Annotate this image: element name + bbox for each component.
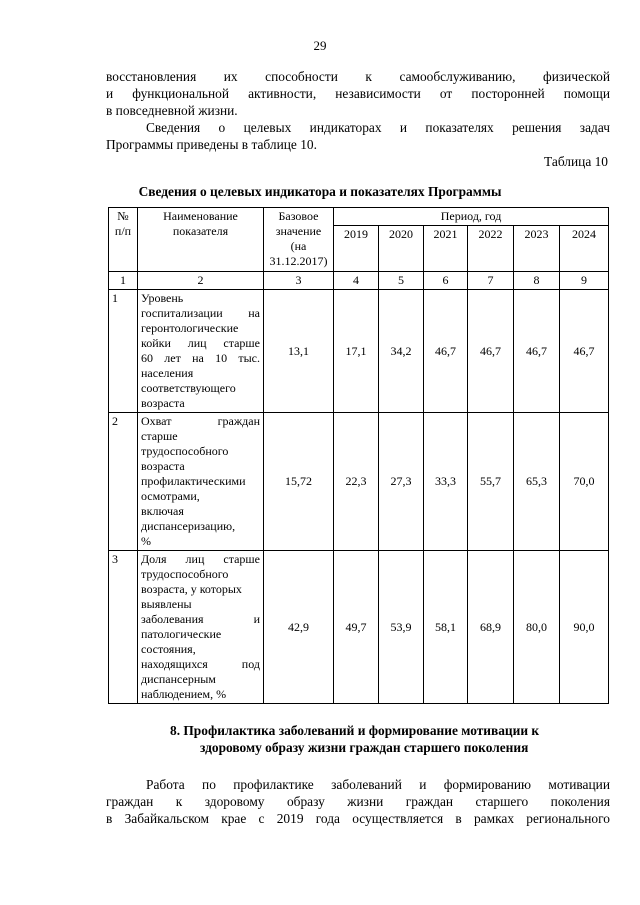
name-line: госпитализации на xyxy=(141,306,260,320)
name-line: Доля лиц старше xyxy=(141,552,260,566)
name-line: выявлены xyxy=(141,597,192,611)
header-period: Период, год xyxy=(334,208,609,226)
col-number: 4 xyxy=(334,272,379,290)
row-value: 53,9 xyxy=(379,551,424,704)
text-line: Работа по профилактике заболеваний и формированию мотивации xyxy=(146,777,610,792)
row-base: 42,9 xyxy=(264,551,334,704)
table-reference: Таблица 10 xyxy=(544,154,608,169)
row-value: 90,0 xyxy=(560,551,609,704)
row-value: 17,1 xyxy=(334,290,379,413)
header-base: Базовое значение (на 31.12.2017) xyxy=(264,208,334,272)
text-line: восстановления их способности к самообслуживанию, физической xyxy=(106,69,610,84)
text-line: граждан к здоровому образу жизни граждан старшего поколения xyxy=(106,794,610,809)
name-line: 60 лет на 10 тыс. xyxy=(141,351,260,365)
col-number: 3 xyxy=(264,272,334,290)
row-value: 65,3 xyxy=(514,413,560,551)
section-heading-line: здоровому образу жизни граждан старшего поколения xyxy=(200,740,529,755)
row-value: 22,3 xyxy=(334,413,379,551)
row-value: 46,7 xyxy=(424,290,468,413)
row-value: 27,3 xyxy=(379,413,424,551)
row-value: 34,2 xyxy=(379,290,424,413)
name-line: трудоспособного xyxy=(141,444,229,458)
col-number: 2 xyxy=(138,272,264,290)
row-base: 13,1 xyxy=(264,290,334,413)
text-line: Сведения о целевых индикаторах и показателях решения задач xyxy=(146,120,610,135)
year-cell: 2023 xyxy=(514,226,560,272)
row-num: 1 xyxy=(109,290,138,413)
row-value: 46,7 xyxy=(560,290,609,413)
year-cell: 2021 xyxy=(424,226,468,272)
table-row xyxy=(109,551,609,704)
name-line: Уровень xyxy=(141,291,184,305)
outro-paragraph xyxy=(106,776,610,827)
name-line: возраста xyxy=(141,459,185,473)
header-name: Наименование показателя xyxy=(138,208,264,272)
section-heading-line: 8. Профилактика заболеваний и формирование мотивации к xyxy=(170,723,540,738)
col-number: 7 xyxy=(468,272,514,290)
row-num: 3 xyxy=(109,551,138,704)
text-line: и функциональной активности, независимости от посторонней помощи xyxy=(106,86,610,101)
name-line: населения xyxy=(141,366,194,380)
name-line: заболевания и xyxy=(141,612,260,626)
header-num: № п/п xyxy=(109,208,138,272)
col-number: 6 xyxy=(424,272,468,290)
name-line: Охват граждан xyxy=(141,414,260,428)
col-number: 9 xyxy=(560,272,609,290)
name-line: диспансерным xyxy=(141,672,216,686)
name-line: патологические xyxy=(141,627,222,641)
row-value: 80,0 xyxy=(514,551,560,704)
row-value: 49,7 xyxy=(334,551,379,704)
name-line: состояния, xyxy=(141,642,196,656)
name-line: возраста, у которых xyxy=(141,582,242,596)
name-line: трудоспособного xyxy=(141,567,229,581)
row-name xyxy=(138,551,264,704)
year-cell: 2022 xyxy=(468,226,514,272)
header-row xyxy=(109,208,609,226)
name-line: профилактическими xyxy=(141,474,246,488)
name-line: осмотрами, xyxy=(141,489,200,503)
name-line: включая xyxy=(141,504,184,518)
name-line: возраста xyxy=(141,396,185,410)
text-line: Программы приведены в таблице 10. xyxy=(106,137,317,152)
indicators-table xyxy=(108,207,609,704)
column-numbers-row xyxy=(109,272,609,290)
row-value: 58,1 xyxy=(424,551,468,704)
col-number: 5 xyxy=(379,272,424,290)
year-cell: 2024 xyxy=(560,226,609,272)
name-line: % xyxy=(141,534,151,548)
name-line: соответствующего xyxy=(141,381,236,395)
row-base: 15,72 xyxy=(264,413,334,551)
name-line: находящихся под xyxy=(141,657,260,671)
name-line: старше xyxy=(141,429,178,443)
section-heading xyxy=(170,722,539,756)
page-number: 29 xyxy=(313,38,327,53)
table-title: Сведения о целевых индикатора и показателях Программы xyxy=(138,184,502,199)
name-line: диспансеризацию, xyxy=(141,519,236,533)
row-value: 55,7 xyxy=(468,413,514,551)
row-num: 2 xyxy=(109,413,138,551)
col-number: 1 xyxy=(109,272,138,290)
year-cell: 2019 xyxy=(334,226,379,272)
row-value: 46,7 xyxy=(514,290,560,413)
row-value: 33,3 xyxy=(424,413,468,551)
table-row xyxy=(109,413,609,551)
name-line: наблюдением, % xyxy=(141,687,227,701)
intro-paragraph xyxy=(106,68,610,153)
row-value: 46,7 xyxy=(468,290,514,413)
year-cell: 2020 xyxy=(379,226,424,272)
table-row xyxy=(109,290,609,413)
row-value: 68,9 xyxy=(468,551,514,704)
row-name xyxy=(138,290,264,413)
text-line: в Забайкальском крае с 2019 года осуществляется в рамках регионального xyxy=(106,811,610,826)
row-name xyxy=(138,413,264,551)
col-number: 8 xyxy=(514,272,560,290)
text-line: в повседневной жизни. xyxy=(106,103,238,118)
name-line: геронтологические xyxy=(141,321,239,335)
name-line: койки лиц старше xyxy=(141,336,260,350)
row-value: 70,0 xyxy=(560,413,609,551)
